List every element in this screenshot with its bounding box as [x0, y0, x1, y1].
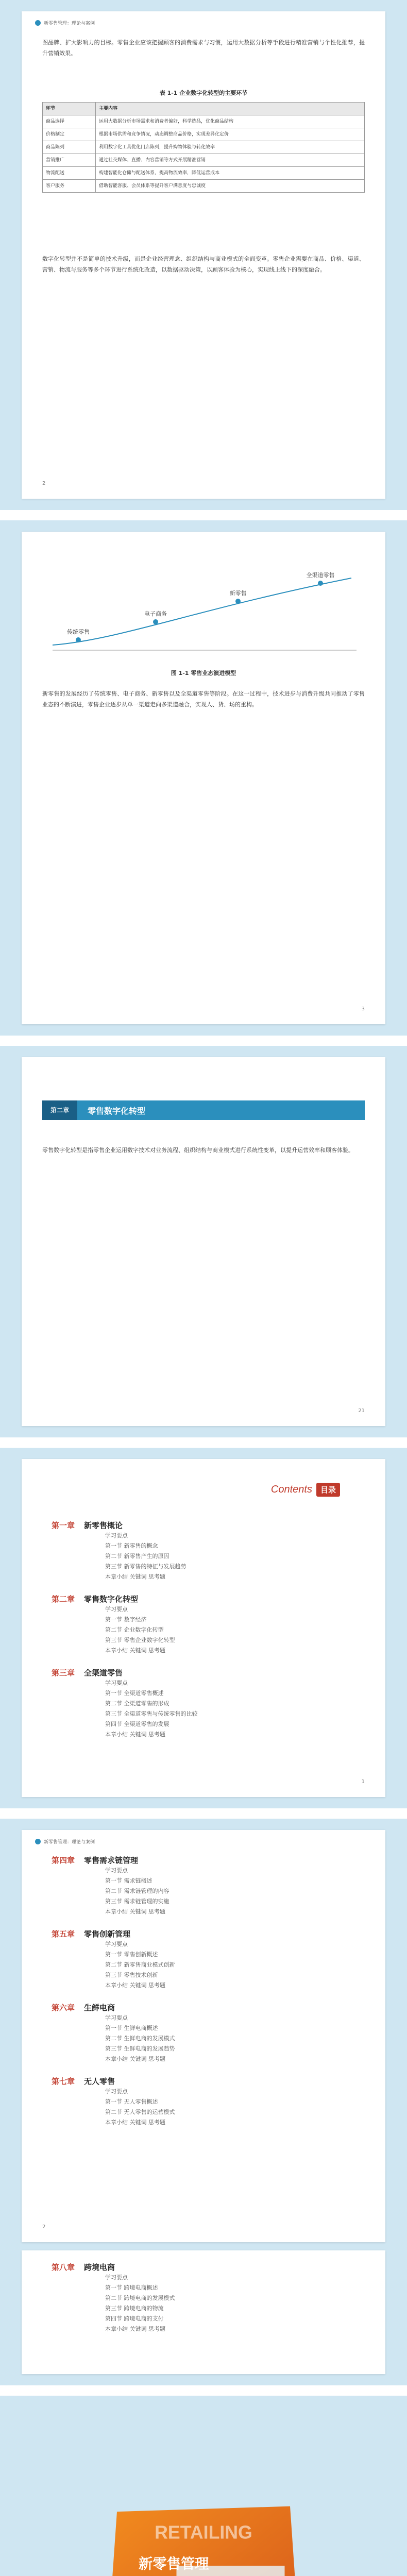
- toc-item[interactable]: 第二节 全渠道零售的形成: [105, 1700, 169, 1707]
- stage-label: 新零售: [229, 590, 247, 597]
- evolution-figure: [42, 563, 365, 660]
- toc-item[interactable]: 第一节 跨境电商概述: [105, 2284, 158, 2291]
- toc-list: [52, 2250, 355, 2334]
- page-panel-1: [22, 11, 385, 499]
- page-number: 2: [42, 2224, 46, 2230]
- toc-item[interactable]: 第三节 生鲜电商的发展趋势: [105, 2045, 175, 2052]
- table-cell-content: 通过社交媒体、直播、内容营销等方式开展精准营销: [96, 154, 365, 167]
- table-row: [43, 167, 365, 180]
- table-cell-content: 利用数字化工具优化门店陈列，提升购物体验与转化效率: [96, 141, 365, 154]
- cover-series: RETAILING: [155, 2522, 252, 2543]
- toc-item[interactable]: 学习要点: [105, 1867, 128, 1874]
- toc-item[interactable]: 学习要点: [105, 1532, 128, 1539]
- table-header-cell: 环节: [43, 103, 96, 115]
- toc-chapter-name: 新零售概论: [84, 1521, 123, 1530]
- header-title: 新零售管理：理论与案例: [44, 21, 95, 26]
- stage-marker: [318, 581, 323, 586]
- toc-list: [52, 1509, 355, 1740]
- toc-chapter-name: 跨境电商: [84, 2263, 115, 2272]
- toc-chapter-number: 第七章: [52, 2077, 75, 2086]
- toc-item[interactable]: 第二节 新零售商业模式创新: [105, 1961, 175, 1968]
- toc-item[interactable]: 第四节 全渠道零售的发展: [105, 1721, 169, 1727]
- contents-title-en: Contents: [270, 1484, 312, 1495]
- table-row: [43, 141, 365, 154]
- toc-chapter-name: 零售创新管理: [84, 1929, 131, 1939]
- toc-item[interactable]: 第一节 需求链概述: [105, 1877, 152, 1884]
- toc-panel-2: [22, 1830, 385, 2242]
- table-row: [43, 180, 365, 193]
- page-panel-2: [22, 532, 385, 1024]
- toc-chapter-number: 第三章: [52, 1668, 75, 1677]
- page-number: 21: [358, 1408, 365, 1414]
- toc-item[interactable]: 第三节 全渠道零售与传统零售的比较: [105, 1710, 198, 1717]
- body-paragraph: 新零售的发展经历了传统零售、电子商务、新零售以及全渠道零售等阶段。在这一过程中，技术进步与消费升级共同推动了零售业态的不断演进，零售企业逐步从单一渠道走向多渠道融合，实现人、货、场的重构。: [42, 690, 365, 708]
- toc-chapter-number: 第二章: [52, 1595, 75, 1604]
- stage-marker: [235, 599, 241, 604]
- table-row: [43, 115, 365, 128]
- toc-chapter[interactable]: [52, 2002, 355, 2013]
- stage-label: 传统零售: [67, 629, 90, 635]
- stage-label: 电子商务: [144, 611, 167, 617]
- table-cell-label: 商品选择: [43, 115, 96, 128]
- toc-item[interactable]: 本章小结 关键词 思考题: [105, 2326, 165, 2332]
- toc-chapter-number: 第八章: [52, 2263, 75, 2272]
- toc-item[interactable]: 学习要点: [105, 2014, 128, 2021]
- table-cell-label: 物流配送: [43, 167, 96, 180]
- stage-label: 全渠道零售: [306, 572, 335, 579]
- toc-item[interactable]: 第三节 跨境电商的物流: [105, 2305, 164, 2312]
- toc-item[interactable]: 学习要点: [105, 1680, 128, 1686]
- header-title: 新零售管理：理论与案例: [44, 1839, 95, 1845]
- toc-chapter[interactable]: [52, 1855, 355, 1866]
- stage-marker: [76, 637, 81, 642]
- toc-chapter[interactable]: [52, 1594, 355, 1604]
- chapter-banner: [42, 1100, 365, 1120]
- table-cell-content: 借助智能客服、会员体系等提升客户满意度与忠诚度: [96, 180, 365, 193]
- table-row: [43, 128, 365, 141]
- toc-item[interactable]: 第二节 新零售产生的原因: [105, 1553, 169, 1560]
- chapter-title: 零售数字化转型: [88, 1106, 146, 1116]
- toc-chapter[interactable]: [52, 1928, 355, 1939]
- chapter-label: 第二章: [42, 1100, 77, 1120]
- body-paragraph: 零售数字化转型是指零售企业运用数字技术对业务流程、组织结构与商业模式进行系统性变革，以提升运营效率和顾客体验。: [42, 1147, 354, 1154]
- table-row: [43, 154, 365, 167]
- evolution-curve: [53, 578, 351, 645]
- toc-item[interactable]: 第三节 零售企业数字化转型: [105, 1637, 175, 1643]
- toc-chapter[interactable]: [52, 1667, 355, 1678]
- toc-panel-1: [22, 1459, 385, 1797]
- toc-item[interactable]: 本章小结 关键词 思考题: [105, 1908, 165, 1915]
- header-logo-icon: [35, 20, 41, 26]
- toc-item[interactable]: 学习要点: [105, 2274, 128, 2281]
- toc-item[interactable]: 本章小结 关键词 思考题: [105, 1573, 165, 1580]
- toc-chapter[interactable]: [52, 2076, 355, 2087]
- toc-item[interactable]: 本章小结 关键词 思考题: [105, 1731, 165, 1738]
- body-paragraph: 数字化转型并不是简单的技术升级，而是企业经营理念、组织结构与商业模式的全面变革。零售企业需要在商品、价格、渠道、营销、物流与服务等多个环节进行系统化改造，以数据驱动决策，以顾客体验为核心，实现线上线下的深度融合。: [42, 256, 365, 273]
- toc-chapter[interactable]: [52, 2262, 355, 2273]
- page-number: 3: [361, 1006, 365, 1012]
- table-cell-content: 根据市场供需和竞争情况，动态调整商品价格，实现差异化定价: [96, 128, 365, 141]
- contents-title-zh: 目录: [316, 1483, 340, 1497]
- toc-item[interactable]: 第三节 新零售的特征与发展趋势: [105, 1563, 186, 1570]
- toc-item[interactable]: 第三节 零售技术创新: [105, 1972, 158, 1978]
- toc-item[interactable]: 第二节 生鲜电商的发展模式: [105, 2035, 175, 2042]
- table-cell-content: 运用大数据分析市场需求和消费者偏好，科学选品，优化商品结构: [96, 115, 365, 128]
- cover-title: 新零售管理: [139, 2555, 209, 2572]
- toc-item[interactable]: 学习要点: [105, 1606, 128, 1613]
- toc-chapter-name: 生鲜电商: [84, 2003, 115, 2012]
- page-panel-3: [22, 1057, 385, 1426]
- table-cell-label: 商品陈列: [43, 141, 96, 154]
- toc-item[interactable]: 第一节 新零售的概念: [105, 1543, 158, 1549]
- toc-item[interactable]: 第二节 跨境电商的发展模式: [105, 2295, 175, 2301]
- toc-item[interactable]: 第四节 跨境电商的支付: [105, 2315, 164, 2322]
- toc-item[interactable]: 第一节 零售创新概述: [105, 1951, 158, 1958]
- page-number: 1: [361, 1779, 365, 1785]
- header-logo-icon: [35, 1839, 41, 1844]
- table-cell-content: 构建智能化仓储与配送体系，提高物流效率，降低运营成本: [96, 167, 365, 180]
- toc-chapter-name: 全渠道零售: [84, 1668, 123, 1677]
- toc-item[interactable]: 本章小结 关键词 思考题: [105, 1647, 165, 1654]
- table-cell-label: 客户服务: [43, 180, 96, 193]
- toc-item[interactable]: 学习要点: [105, 2088, 128, 2095]
- toc-item[interactable]: 第一节 无人零售概述: [105, 2098, 158, 2105]
- toc-item[interactable]: 第二节 需求链管理的内容: [105, 1888, 169, 1894]
- book-cover: [95, 2421, 312, 2576]
- table-caption: 表 1-1 企业数字化转型的主要环节: [159, 90, 248, 96]
- transformation-table: [42, 102, 365, 193]
- table-header-cell: 主要内容: [96, 103, 365, 115]
- stage-marker: [153, 619, 158, 624]
- toc-item[interactable]: 第二节 无人零售的运营模式: [105, 2109, 175, 2115]
- toc-item[interactable]: 本章小结 关键词 思考题: [105, 2119, 165, 2126]
- toc-item[interactable]: 第一节 全渠道零售概述: [105, 1690, 164, 1697]
- toc-item[interactable]: 第三节 需求链管理的实施: [105, 1898, 169, 1905]
- toc-chapter-name: 无人零售: [84, 2077, 115, 2086]
- page-header: [35, 19, 95, 27]
- toc-list: [52, 1843, 355, 2128]
- toc-chapter-number: 第四章: [52, 1856, 75, 1865]
- table-cell-label: 价格制定: [43, 128, 96, 141]
- toc-item[interactable]: 本章小结 关键词 思考题: [105, 2056, 165, 2062]
- contents-title: [271, 1483, 340, 1497]
- page-number: 2: [42, 481, 46, 486]
- toc-chapter[interactable]: [52, 1520, 355, 1531]
- toc-item[interactable]: 第二节 企业数字化转型: [105, 1626, 164, 1633]
- toc-chapter-name: 零售需求链管理: [84, 1856, 139, 1865]
- toc-chapter-name: 零售数字化转型: [84, 1595, 139, 1604]
- toc-chapter-number: 第一章: [52, 1521, 75, 1530]
- toc-chapter-number: 第五章: [52, 1929, 75, 1939]
- figure-caption: 图 1-1 零售业态演进模型: [171, 670, 236, 676]
- table-cell-label: 营销推广: [43, 154, 96, 167]
- intro-paragraph: 图品牌、扩大影响力的目标。零售企业应该把握顾客的消费需求与习惯，运用大数据分析等手段进行精准营销与个性化推荐，提升营销效果。: [42, 39, 365, 57]
- toc-item[interactable]: 第一节 生鲜电商概述: [105, 2025, 158, 2031]
- toc-chapter-number: 第六章: [52, 2003, 75, 2012]
- toc-item[interactable]: 学习要点: [105, 1941, 128, 1947]
- toc-item[interactable]: 本章小结 关键词 思考题: [105, 1982, 165, 1989]
- toc-panel-3: [22, 2250, 385, 2374]
- toc-item[interactable]: 第一节 数字经济: [105, 1616, 147, 1623]
